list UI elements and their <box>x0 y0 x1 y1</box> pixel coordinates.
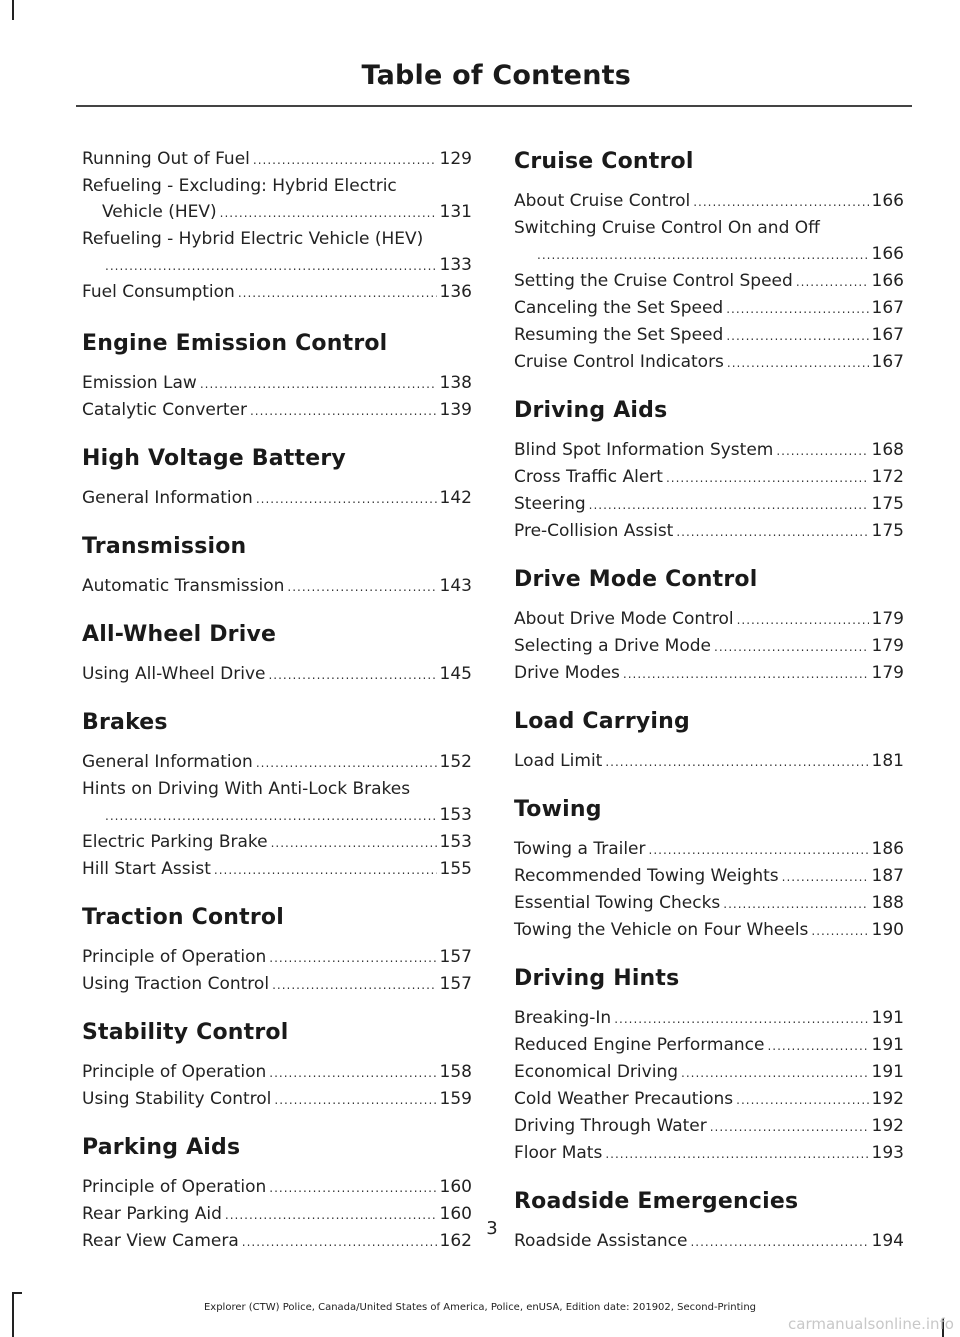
dot-leader <box>269 1060 436 1086</box>
toc-entry-label: Cruise Control Indicators <box>514 352 724 372</box>
toc-entry-label: About Cruise Control <box>514 191 691 211</box>
title-rule <box>76 105 912 107</box>
toc-entry[interactable] <box>514 295 904 322</box>
section-heading[interactable]: Transmission <box>82 534 247 559</box>
toc-section <box>82 1017 472 1113</box>
toc-entry-page: 157 <box>439 974 472 994</box>
toc-entry-label-continued: Vehicle (HEV) <box>102 202 217 222</box>
toc-entry-page: 190 <box>871 920 904 940</box>
toc-entry-label: Economical Driving <box>514 1062 678 1082</box>
toc-entry-label: Steering <box>514 494 586 514</box>
toc-section <box>514 146 904 376</box>
toc-entry[interactable] <box>82 226 472 279</box>
toc-entry-label: Essential Towing Checks <box>514 893 721 913</box>
toc-entry-label: Using Stability Control <box>82 1089 272 1109</box>
dot-leader <box>727 350 869 376</box>
dot-leader <box>256 486 437 512</box>
toc-entry-page: 153 <box>439 832 472 852</box>
toc-entry-page: 191 <box>871 1035 904 1055</box>
toc-section <box>514 794 904 944</box>
dot-leader <box>274 1087 436 1113</box>
toc-entry-label: Driving Through Water <box>514 1116 707 1136</box>
dot-leader <box>767 1033 868 1059</box>
section-heading[interactable]: Brakes <box>82 710 168 735</box>
toc-section <box>82 902 472 998</box>
toc-entry-label: Reduced Engine Performance <box>514 1035 765 1055</box>
dot-leader <box>693 189 868 215</box>
dot-leader <box>737 607 869 633</box>
toc-entry-label: Using All-Wheel Drive <box>82 664 266 684</box>
toc-entry[interactable] <box>514 1032 904 1059</box>
toc-entry-label: Recommended Towing Weights <box>514 866 779 886</box>
toc-entry-page: 159 <box>439 1089 472 1109</box>
toc-section <box>514 706 904 775</box>
section-heading[interactable]: High Voltage Battery <box>82 446 346 471</box>
toc-entry-page: 166 <box>871 191 904 211</box>
toc-entry[interactable] <box>514 748 904 775</box>
section-heading[interactable]: Cruise Control <box>514 149 694 174</box>
dot-leader <box>605 749 868 775</box>
dot-leader <box>271 830 437 856</box>
toc-entry-label: Towing a Trailer <box>514 839 646 859</box>
toc-entry-label: Hints on Driving With Anti-Lock Brakes <box>82 779 411 799</box>
toc-entry-label: Blind Spot Information System <box>514 440 774 460</box>
toc-entry-page: 142 <box>439 488 472 508</box>
section-heading[interactable]: All-Wheel Drive <box>82 622 277 647</box>
toc-entry-page: 162 <box>439 1231 472 1251</box>
toc-entry[interactable] <box>514 1113 904 1140</box>
dot-leader <box>214 857 437 883</box>
toc-entry-page: 152 <box>439 752 472 772</box>
toc-entry-label: Using Traction Control <box>82 974 270 994</box>
dot-leader <box>811 918 868 944</box>
dot-leader <box>268 662 436 688</box>
toc-entry-page: 160 <box>439 1204 472 1224</box>
toc-section <box>514 395 904 545</box>
crop-mark-bottom-left <box>12 1292 14 1337</box>
toc-entry[interactable] <box>514 491 904 518</box>
page-number: 3 <box>486 1218 498 1239</box>
toc-entry-label: Refueling - Excluding: Hybrid Electric <box>82 176 397 196</box>
section-heading[interactable]: Towing <box>514 797 602 822</box>
toc-entry[interactable] <box>514 917 904 944</box>
toc-entry-page: 192 <box>871 1089 904 1109</box>
toc-entry-page: 143 <box>439 576 472 596</box>
toc-entry[interactable] <box>514 660 904 687</box>
toc-entry-page: 172 <box>871 467 904 487</box>
dot-leader <box>723 891 868 917</box>
toc-entry-page: 175 <box>871 521 904 541</box>
toc-entry-label: Cold Weather Precautions <box>514 1089 734 1109</box>
toc-entry-label: Load Limit <box>514 751 603 771</box>
toc-entry-label: Principle of Operation <box>82 1177 267 1197</box>
dot-leader <box>589 492 869 518</box>
toc-entry-page: 191 <box>871 1008 904 1028</box>
toc-entry-page: 167 <box>871 298 904 318</box>
dot-leader <box>649 837 869 863</box>
toc-entry-label: Principle of Operation <box>82 1062 267 1082</box>
toc-section <box>82 531 472 600</box>
dot-leader <box>623 661 869 687</box>
dot-leader <box>614 1006 868 1032</box>
toc-entry[interactable] <box>82 661 472 688</box>
toc-entry-page: 160 <box>439 1177 472 1197</box>
toc-entry[interactable] <box>82 971 472 998</box>
toc-entry-page: 138 <box>439 373 472 393</box>
toc-entry[interactable] <box>514 349 904 376</box>
toc-entry-page: 179 <box>871 636 904 656</box>
toc-entry[interactable] <box>514 1086 904 1113</box>
toc-entry[interactable] <box>514 606 904 633</box>
toc-entry-label: Emission Law <box>82 373 197 393</box>
toc-entry[interactable] <box>514 322 904 349</box>
toc-lead-entries <box>82 146 472 306</box>
section-heading[interactable]: Driving Hints <box>514 966 680 991</box>
dot-leader <box>726 296 868 322</box>
dot-leader <box>269 945 436 971</box>
dot-leader <box>676 519 868 545</box>
toc-entry[interactable] <box>82 944 472 971</box>
toc-entry[interactable] <box>82 146 472 173</box>
toc-entry-label: Rear View Camera <box>82 1231 239 1251</box>
toc-section <box>82 328 472 424</box>
dot-leader <box>256 750 437 776</box>
toc-entry-label: Fuel Consumption <box>82 282 235 302</box>
toc-entry[interactable] <box>514 1140 904 1167</box>
toc-entry-page: 191 <box>871 1062 904 1082</box>
section-heading[interactable]: Engine Emission Control <box>82 331 388 356</box>
toc-entry[interactable] <box>82 279 472 306</box>
toc-entry[interactable] <box>82 1086 472 1113</box>
toc-entry[interactable] <box>514 464 904 491</box>
footer-edition: Explorer (CTW) Police, Canada/United States of America, Police, enUSA, Edition date: 201902, Second-Printing <box>203 1302 757 1313</box>
toc-entry-page: 175 <box>871 494 904 514</box>
dot-leader <box>714 634 869 660</box>
toc-entry-label: Rear Parking Aid <box>82 1204 222 1224</box>
toc-entry-page: 166 <box>871 271 904 291</box>
toc-entry-page: 179 <box>871 609 904 629</box>
dot-leader <box>736 1087 868 1113</box>
toc-entry-page: 153 <box>439 805 472 825</box>
dot-leader <box>105 803 437 829</box>
dot-leader <box>238 280 437 306</box>
toc-entry-page: 167 <box>871 352 904 372</box>
toc-entry[interactable] <box>82 1174 472 1201</box>
dot-leader <box>710 1114 869 1140</box>
toc-entry-page: 187 <box>871 866 904 886</box>
section-heading[interactable]: Parking Aids <box>82 1135 241 1160</box>
toc-entry-label: Pre-Collision Assist <box>514 521 674 541</box>
toc-entry-label: General Information <box>82 752 253 772</box>
toc-entry-label: Hill Start Assist <box>82 859 211 879</box>
dot-leader <box>605 1141 868 1167</box>
dot-leader <box>726 323 868 349</box>
dot-leader <box>220 200 437 226</box>
toc-entry[interactable] <box>514 633 904 660</box>
toc-section <box>82 707 472 883</box>
toc-entry-label: Principle of Operation <box>82 947 267 967</box>
toc-entry-label: Automatic Transmission <box>82 576 285 596</box>
dot-leader <box>776 438 868 464</box>
toc-entry-page: 167 <box>871 325 904 345</box>
toc-entry[interactable] <box>82 573 472 600</box>
dot-leader <box>105 253 437 279</box>
toc-entry[interactable] <box>514 1005 904 1032</box>
dot-leader <box>287 574 436 600</box>
toc-entry[interactable] <box>82 397 472 424</box>
toc-entry-page: 157 <box>439 947 472 967</box>
section-heading[interactable]: Traction Control <box>82 905 284 930</box>
dot-leader <box>681 1060 869 1086</box>
toc-entry[interactable] <box>82 1059 472 1086</box>
toc-entry-page: 168 <box>871 440 904 460</box>
toc-entry-page: 194 <box>871 1231 904 1251</box>
page-title: Table of Contents <box>361 60 631 91</box>
toc-section <box>82 443 472 512</box>
toc-right-column <box>514 146 904 1274</box>
toc-entry-label: Catalytic Converter <box>82 400 247 420</box>
toc-section <box>82 619 472 688</box>
toc-section <box>514 963 904 1167</box>
toc-entry-label: Roadside Assistance <box>514 1231 688 1251</box>
toc-entry[interactable] <box>82 485 472 512</box>
dot-leader <box>269 1175 436 1201</box>
toc-entry-page: 136 <box>439 282 472 302</box>
toc-entry-page: 155 <box>439 859 472 879</box>
dot-leader <box>782 864 869 890</box>
dot-leader <box>250 398 437 424</box>
toc-entry-label: Electric Parking Brake <box>82 832 268 852</box>
toc-entry[interactable] <box>514 268 904 295</box>
toc-entry-label: Breaking-In <box>514 1008 612 1028</box>
dot-leader <box>272 972 436 998</box>
toc-entry-label: Drive Modes <box>514 663 620 683</box>
toc-entry-page: 139 <box>439 400 472 420</box>
section-heading[interactable]: Roadside Emergencies <box>514 1189 799 1214</box>
toc-left-column <box>82 146 472 1274</box>
watermark: carmanualsonline.info <box>788 1315 954 1333</box>
section-heading[interactable]: Drive Mode Control <box>514 567 758 592</box>
toc-section <box>514 564 904 687</box>
toc-entry-page: 188 <box>871 893 904 913</box>
toc-entry-label: Refueling - Hybrid Electric Vehicle (HEV) <box>82 229 424 249</box>
crop-mark-top-left <box>12 0 14 20</box>
toc-entry-label: Running Out of Fuel <box>82 149 250 169</box>
toc-entry[interactable] <box>514 890 904 917</box>
section-heading[interactable]: Driving Aids <box>514 398 668 423</box>
toc-entry[interactable] <box>82 370 472 397</box>
toc-entry[interactable] <box>514 518 904 545</box>
toc-entry-page: 131 <box>439 202 472 222</box>
toc-entry-label: Selecting a Drive Mode <box>514 636 712 656</box>
toc-entry-page: 129 <box>439 149 472 169</box>
toc-entry-label: About Drive Mode Control <box>514 609 734 629</box>
section-heading[interactable]: Stability Control <box>82 1020 289 1045</box>
dot-leader <box>253 147 437 173</box>
toc-entry[interactable] <box>82 856 472 883</box>
toc-entry-page: 186 <box>871 839 904 859</box>
toc-entry-page: 181 <box>871 751 904 771</box>
dot-leader <box>666 465 869 491</box>
toc-entry[interactable] <box>514 863 904 890</box>
toc-entry[interactable] <box>82 749 472 776</box>
toc-entry-label: Floor Mats <box>514 1143 603 1163</box>
toc-entry-page: 192 <box>871 1116 904 1136</box>
toc-entry-label: Canceling the Set Speed <box>514 298 724 318</box>
toc-entry[interactable] <box>514 215 904 268</box>
toc-entry-page: 145 <box>439 664 472 684</box>
toc-entry-label: General Information <box>82 488 253 508</box>
toc-entry-label: Setting the Cruise Control Speed <box>514 271 793 291</box>
toc-entry[interactable] <box>514 836 904 863</box>
toc-entry-label: Cross Traffic Alert <box>514 467 663 487</box>
toc-entry-page: 166 <box>871 244 904 264</box>
dot-leader <box>796 269 869 295</box>
toc-entry-page: 193 <box>871 1143 904 1163</box>
toc-entry-page: 158 <box>439 1062 472 1082</box>
toc-entry[interactable] <box>514 188 904 215</box>
toc-entry-label: Towing the Vehicle on Four Wheels <box>514 920 809 940</box>
toc-entry[interactable] <box>82 173 472 226</box>
crop-mark-bottom-left-h <box>12 1292 22 1294</box>
toc-entry-page: 179 <box>871 663 904 683</box>
toc-entry-label: Switching Cruise Control On and Off <box>514 218 820 238</box>
dot-leader <box>537 242 869 268</box>
dot-leader <box>200 371 437 397</box>
toc-entry[interactable] <box>514 1059 904 1086</box>
toc-entry[interactable] <box>514 437 904 464</box>
toc-entry[interactable] <box>82 776 472 829</box>
section-heading[interactable]: Load Carrying <box>514 709 690 734</box>
toc-entry-label: Resuming the Set Speed <box>514 325 724 345</box>
toc-entry-page: 133 <box>439 255 472 275</box>
toc-entry[interactable] <box>82 829 472 856</box>
